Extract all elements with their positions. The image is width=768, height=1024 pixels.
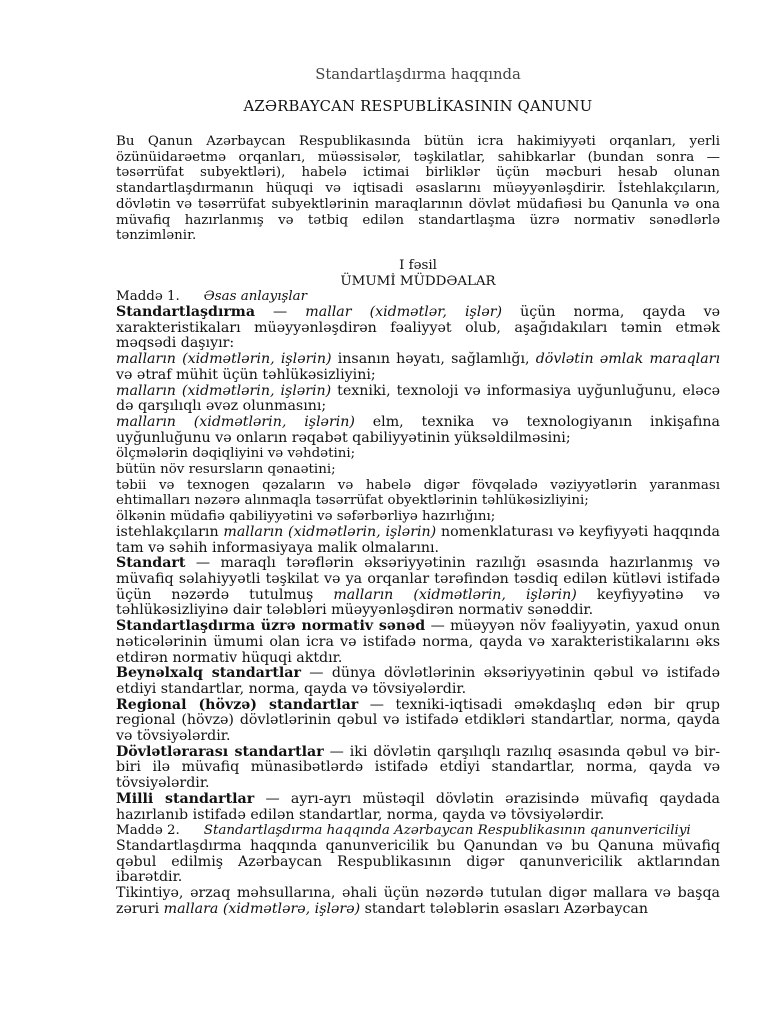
chapter-title: ÜMUMİ MÜDDƏALAR [340, 273, 496, 289]
list-item-text: elm, texnika və texnologiyanın inkişafına uyğunluğunu və onların rəqabət qabiliyyətinin yüksəldilməsini; [116, 413, 720, 446]
list-item-italic: dövlətin əmlak maraqları [535, 351, 720, 368]
definition-normative-document [116, 619, 720, 666]
article-1-title: Əsas anlayışlar [203, 289, 308, 305]
article-2-label: Maddə 2. [116, 823, 180, 839]
definition-text: — iki dövlətin qarşılıqlı razılıq əsasında qəbul və bir-biri ilə müvafiq münasibətlərdə istifadə etdiyi standartlar, norma, qayda və tövsiyələrdir. [116, 743, 720, 792]
definition-dash: — [255, 304, 306, 321]
article-2-heading [116, 823, 720, 839]
definition-regional-standards [116, 698, 720, 745]
definition-term: Standartlaşdırma üzrə normativ sənəd [116, 618, 426, 635]
definition-text: — texniki-iqtisadi əməkdaşlıq edən bir qrup regional (hövzə) dövlətlərinin qəbul və istifadə etdikləri standartlar, norma, qayda və tövsiyələrdir. [116, 696, 720, 745]
definition-interstate-standards [116, 745, 720, 792]
list-item-italic: malların (xidmətlərin, işlərin) [116, 382, 332, 399]
definition-term: Standartlaşdırma [116, 304, 256, 321]
chapter-number: I fəsil [399, 257, 437, 273]
article-2-paragraph [116, 886, 720, 917]
list-item [116, 415, 720, 446]
article-1-heading [116, 289, 720, 305]
preamble-paragraph: Bu Qanun Azərbaycan Respublikasında bütün icra hakimiyyəti orqanları, yerli özünüidarəetmə orqanları, müəssisələr, təşkilatlar, sahibkarlar (bundan sonra — təsərrüfat subyektləri), habelə ictimai birliklər üçün məcburi hesab olunan standartlaşdırmanın hüquqi və iqtisadi əsaslarını müəyyənləşdirir. İstehlakçıların, dövlətin və təsərrüfat subyektlərinin maraqlarının dövlət müdafiəsi bu Qanunla və ona müvafiq hazırlanmış və tətbiq edilən standartlaşma üzrə normativ sənədlərlə tənzimlənir. [116, 134, 720, 244]
article-1-label: Maddə 1. [116, 289, 180, 305]
definition-standardization [116, 305, 720, 352]
list-item: ölkənin müdafiə qabiliyyətini və səfərbərliyə hazırlığını; [116, 509, 496, 525]
definition-text: üçün norma, qayda və xarakteristikaları müəyyənləşdirən fəaliyyət olub, aşağıdakıları təmin etmək məqsədi daşıyır: [116, 304, 720, 352]
definition-standard [116, 556, 720, 619]
list-item: təbii və texnogen qəzaların və habelə digər fövqəladə vəziyyətlərin yaranması ehtimalları nəzərə alınmaqla təsərrüfat obyektlərinin təhlükəsizliyini; [116, 477, 720, 509]
definition-text: — ayrı-ayrı müstəqil dövlətin ərazisində müvafiq qaydada hazırlanıb istifadə edilən standartlar, norma, qayda və tövsiyələrdir. [116, 790, 720, 823]
definition-text: keyfiyyətinə və təhlükəsizliyinə dair tələbləri müəyyənləşdirən normativ sənəddir. [116, 586, 720, 619]
document-page [116, 66, 720, 917]
definition-term: Regional (hövzə) standartlar [116, 696, 359, 713]
list-item: ölçmələrin dəqiqliyini və vəhdətini; [116, 446, 356, 462]
definition-term: Beynəlxalq standartlar [116, 665, 301, 682]
definition-text: — dünya dövlətlərinin əksəriyyətinin qəbul və istifadə etdiyi standartlar, norma, qayda və tövsiyələrdir. [116, 665, 720, 697]
article-2-title: Standartlaşdırma haqqında Azərbaycan Respublikasının qanunvericiliyi [203, 823, 691, 839]
definition-national-standards [116, 792, 720, 823]
definition-term: Standart [116, 555, 186, 572]
list-item: bütün növ resursların qənaətini; [116, 462, 336, 478]
paragraph-text: Tikintiyə, ərzaq məhsullarına, əhali üçün nəzərdə tutulan digər mallara və başqa zəruri [116, 885, 720, 917]
definition-italic: malların (xidmətlərin, işlərin) [333, 586, 577, 603]
definition-term: Dövlətlərarası standartlar [116, 743, 324, 760]
paragraph-italic: mallara (xidmətlərə, işlərə) [163, 900, 361, 917]
document-title: Standartlaşdırma haqqında [315, 66, 521, 83]
list-item-text: insanın həyatı, sağlamlığı, [331, 351, 536, 368]
list-item-italic: malların (xidmətlərin, işlərin) [223, 523, 437, 540]
definition-international-standards [116, 666, 720, 697]
list-item-text: nomenklaturası və keyfiyyəti haqqında tam və səhih informasiyaya malik olmalarını. [116, 523, 721, 556]
definition-text: — maraqlı tərəflərin əksəriyyətinin razılığı əsasında hazırlanmış və müvafiq səlahiyyətli təşkilat və ya orqanlar tərəfindən təsdiq edilən kütləvi istifadə üçün nəzərdə tutulmuş [116, 555, 720, 603]
definition-text: — müəyyən növ fəaliyyətin, yaxud onun nəticələrinin ümumi olan icra və istifadə norma, qayda və xarakteristikalarını əks etdirən normativ hüquqi aktdır. [116, 618, 720, 666]
list-item [116, 352, 720, 383]
list-item-text: və ətraf mühit üçün təhlükəsizliyini; [116, 366, 376, 383]
list-item [116, 384, 720, 415]
definition-italic: mallar (xidmətlər, işlər) [305, 304, 503, 321]
law-title: AZƏRBAYCAN RESPUBLİKASININ QANUNU [243, 98, 593, 115]
list-item-text: istehlakçıların [116, 523, 224, 540]
list-item [116, 525, 720, 556]
paragraph-text: standart tələblərin əsasları Azərbaycan [360, 900, 648, 917]
list-item-text: texniki, texnoloji və informasiya uyğunluğunu, eləcə də qarşılıqlı əvəz olunmasını; [116, 382, 720, 415]
list-item-italic: malların (xidmətlərin, işlərin) [116, 351, 332, 368]
definition-term: Milli standartlar [116, 790, 255, 807]
article-2-paragraph: Standartlaşdırma haqqında qanunvericilik bu Qanundan və bu Qanuna müvafiq qəbul edilmiş Azərbaycan Respublikasının digər qanunvericilik aktlarından ibarətdir. [116, 837, 720, 886]
list-item-italic: malların (xidmətlərin, işlərin) [116, 413, 355, 430]
